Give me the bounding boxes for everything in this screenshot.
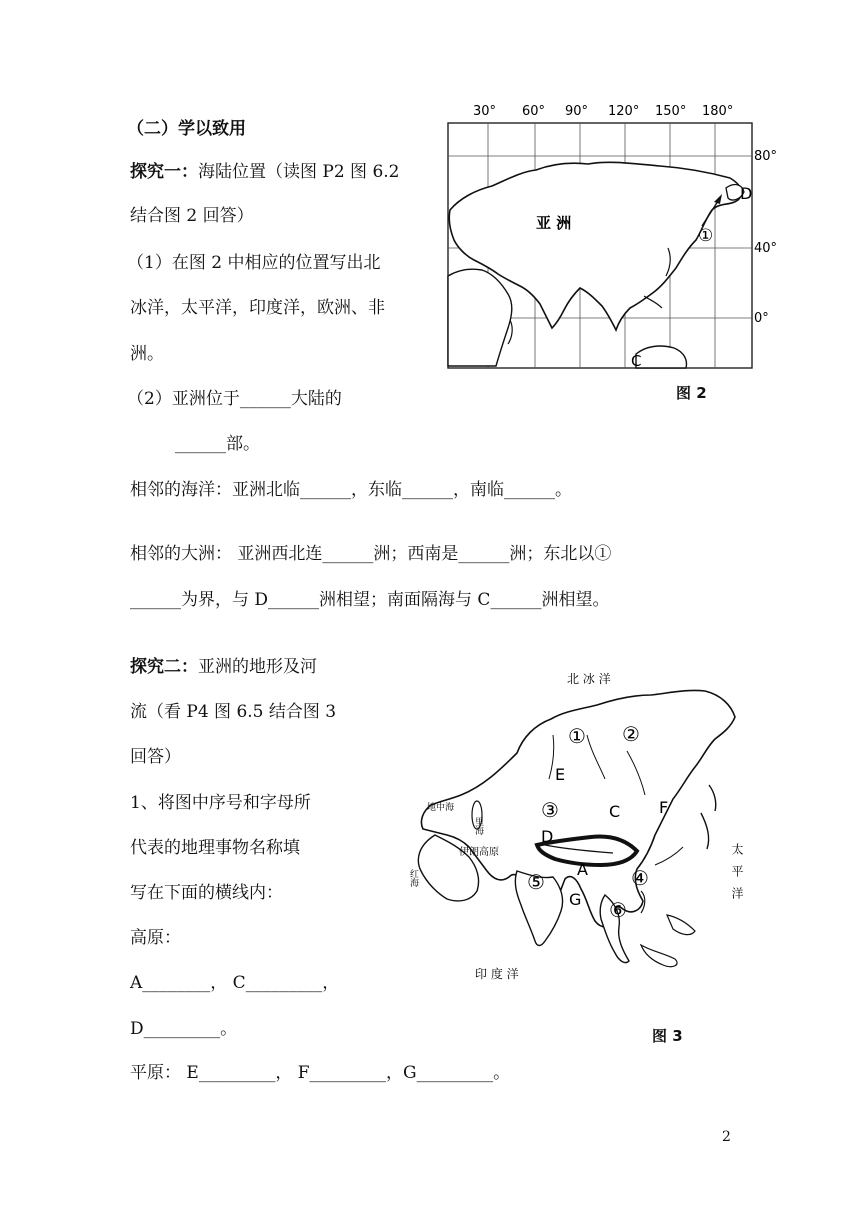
fig3-ocean-north: 北 冰 洋 xyxy=(567,672,611,686)
q1-line1: （1）在图 2 中相应的位置写出北 xyxy=(127,253,381,273)
fig3-number-1: ① xyxy=(568,724,586,748)
fig3-ocean-south: 印 度 洋 xyxy=(475,967,519,981)
q3-adjacent-oceans: 相邻的海洋：亚洲北临______，东临______，南临______。 xyxy=(130,480,572,500)
q4-line2: ______为界，与 D______洲相望；南面隔海与 C______洲相望。 xyxy=(130,590,610,610)
explore1-line1-text: 海陆位置（读图 P2 图 6.2 xyxy=(198,162,400,182)
lon-label-180: 180° xyxy=(702,104,734,119)
explore1-line2: 结合图 2 回答） xyxy=(130,206,254,226)
fig3-letter-A: A xyxy=(577,860,588,879)
fig2-label-asia: 亚 洲 xyxy=(536,214,572,232)
lon-label-150: 150° xyxy=(655,104,687,119)
fig3-letter-G: G xyxy=(569,890,582,909)
explore2-line3: 回答） xyxy=(130,747,181,767)
lon-label-120: 120° xyxy=(608,104,640,119)
explore2-line1 xyxy=(130,656,317,678)
fig2-lat-labels xyxy=(754,149,777,326)
q2-line2: ______部。 xyxy=(175,434,260,454)
lat-label-40: 40° xyxy=(754,241,778,256)
page-number: 2 xyxy=(722,1129,731,1145)
figure-3-map xyxy=(405,665,760,1010)
explore2-heading: 探究二： xyxy=(130,657,198,677)
fig3-label-iran: 伊朗高原 xyxy=(459,847,499,858)
fig3-letter-F: F xyxy=(659,798,669,817)
fig2-africa-outline xyxy=(448,269,512,366)
lon-label-30: 30° xyxy=(473,104,497,119)
lon-label-90: 90° xyxy=(565,104,589,119)
fig3-number-5: ⑤ xyxy=(527,870,545,894)
lat-label-80: 80° xyxy=(754,149,778,164)
fig3-ocean-east: 太平洋 xyxy=(730,843,744,909)
figure-2-map xyxy=(440,98,778,378)
explore2-line2: 流（看 P4 图 6.5 结合图 3 xyxy=(130,702,337,722)
fig3-letter-E: E xyxy=(555,765,566,784)
task-line2: 代表的地理事物名称填 xyxy=(130,838,300,858)
plateau-label: 高原： xyxy=(130,928,181,948)
section-title: （二）学以致用 xyxy=(127,119,246,139)
fig2-lon-labels xyxy=(473,104,733,119)
fig3-label-caspian: 里海 xyxy=(473,817,483,835)
fig2-australia-outline xyxy=(636,346,687,368)
fig2-label-1: ① xyxy=(698,226,714,246)
q1-line2: 冰洋，太平洋，印度洋，欧洲、非 xyxy=(130,298,385,318)
explore2-line1-text: 亚洲的地形及河 xyxy=(198,657,317,677)
plateau-line2: D_________。 xyxy=(130,1019,238,1039)
lat-label-0: 0° xyxy=(754,311,769,326)
fig3-letter-D: D xyxy=(541,827,554,846)
explore1-heading: 探究一： xyxy=(130,162,198,182)
plateau-line1: A________， C_________， xyxy=(130,973,340,993)
q4-line1: 相邻的大洲： 亚洲西北连______洲；西南是______洲；东北以① xyxy=(130,544,612,564)
fig3-number-3: ③ xyxy=(541,798,559,822)
fig2-label-D: D xyxy=(740,184,753,203)
fig3-letter-C: C xyxy=(609,802,621,821)
fig3-number-6: ⑥ xyxy=(609,898,627,922)
fig2-label-C: C xyxy=(631,352,642,370)
q2-line1: （2）亚洲位于______大陆的 xyxy=(127,389,342,409)
plain-line: 平原： E_________， F_________，G_________。 xyxy=(130,1063,511,1083)
fig3-caption: 图 3 xyxy=(652,1027,683,1045)
task-line1: 1、将图中序号和字母所 xyxy=(130,793,311,813)
q1-line3: 洲。 xyxy=(130,344,164,364)
fig3-label-mediterranean: 地中海 xyxy=(427,803,455,813)
lon-label-60: 60° xyxy=(522,104,546,119)
task-line3: 写在下面的横线内： xyxy=(130,883,283,903)
fig3-number-4: ④ xyxy=(631,866,649,890)
fig3-label-redsea: 红海 xyxy=(408,869,418,887)
fig3-number-2: ② xyxy=(622,722,640,746)
fig2-caption: 图 2 xyxy=(676,384,707,402)
explore1-line1 xyxy=(130,161,400,183)
